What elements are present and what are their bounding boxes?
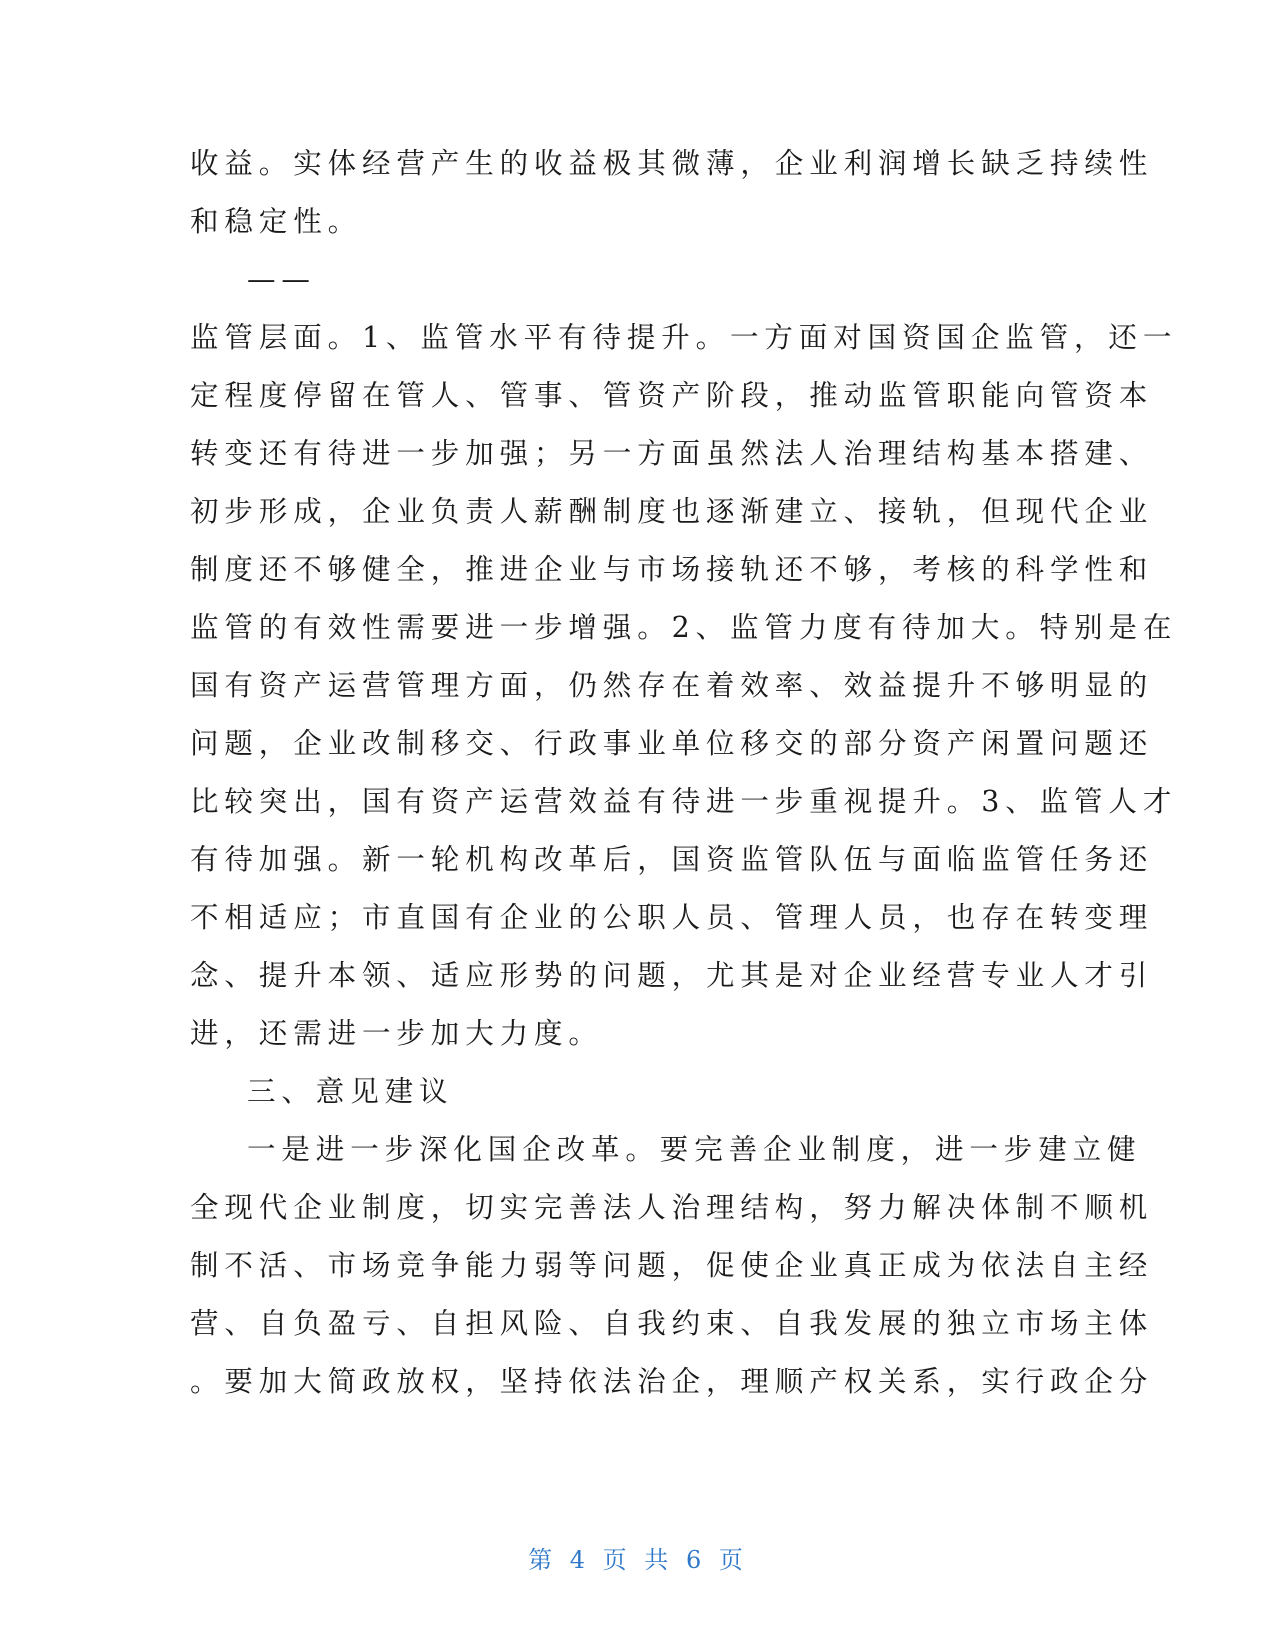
body-text-line: 。要加大简政放权，坚持依法治企，理顺产权关系，实行政企分: [190, 1365, 1154, 1398]
body-text-line: 比较突出，国有资产运营效益有待进一步重视提升。3、监管人才: [190, 785, 1178, 818]
body-text-line: 初步形成，企业负责人薪酬制度也逐渐建立、接轨，但现代企业: [190, 495, 1154, 528]
body-text-line: 不相适应；市直国有企业的公职人员、管理人员，也存在转变理: [190, 901, 1154, 934]
body-text-line: 监管层面。1、监管水平有待提升。一方面对国资国企监管，还一: [190, 321, 1178, 354]
body-text-line: 制度还不够健全，推进企业与市场接轨还不够，考核的科学性和: [190, 553, 1154, 586]
body-text-line: 和稳定性。: [190, 205, 363, 238]
body-text-line: 念、提升本领、适应形势的问题，尤其是对企业经营专业人才引: [190, 959, 1154, 992]
dash-separator: ——: [247, 263, 316, 296]
body-text-line: 营、自负盈亏、自担风险、自我约束、自我发展的独立市场主体: [190, 1307, 1154, 1340]
body-text-line: 一是进一步深化国企改革。要完善企业制度，进一步建立健: [247, 1133, 1142, 1166]
page-number-footer: 第 4 页 共 6 页: [528, 1546, 747, 1574]
section-heading: 三、意见建议: [247, 1075, 454, 1108]
body-text-line: 国有资产运营管理方面，仍然存在着效率、效益提升不够明显的: [190, 669, 1154, 702]
body-text-line: 监管的有效性需要进一步增强。2、监管力度有待加大。特别是在: [190, 611, 1178, 644]
body-text-line: 问题，企业改制移交、行政事业单位移交的部分资产闲置问题还: [190, 727, 1154, 760]
body-text-line: 定程度停留在管人、管事、管资产阶段，推动监管职能向管资本: [190, 379, 1154, 412]
body-text-line: 制不活、市场竞争能力弱等问题，促使企业真正成为依法自主经: [190, 1249, 1154, 1282]
body-text-line: 转变还有待进一步加强；另一方面虽然法人治理结构基本搭建、: [190, 437, 1154, 470]
body-text-line: 收益。实体经营产生的收益极其微薄，企业利润增长缺乏持续性: [190, 147, 1154, 180]
body-text-line: 有待加强。新一轮机构改革后，国资监管队伍与面临监管任务还: [190, 843, 1154, 876]
body-text-line: 全现代企业制度，切实完善法人治理结构，努力解决体制不顺机: [190, 1191, 1154, 1224]
body-text-line: 进，还需进一步加大力度。: [190, 1017, 603, 1050]
